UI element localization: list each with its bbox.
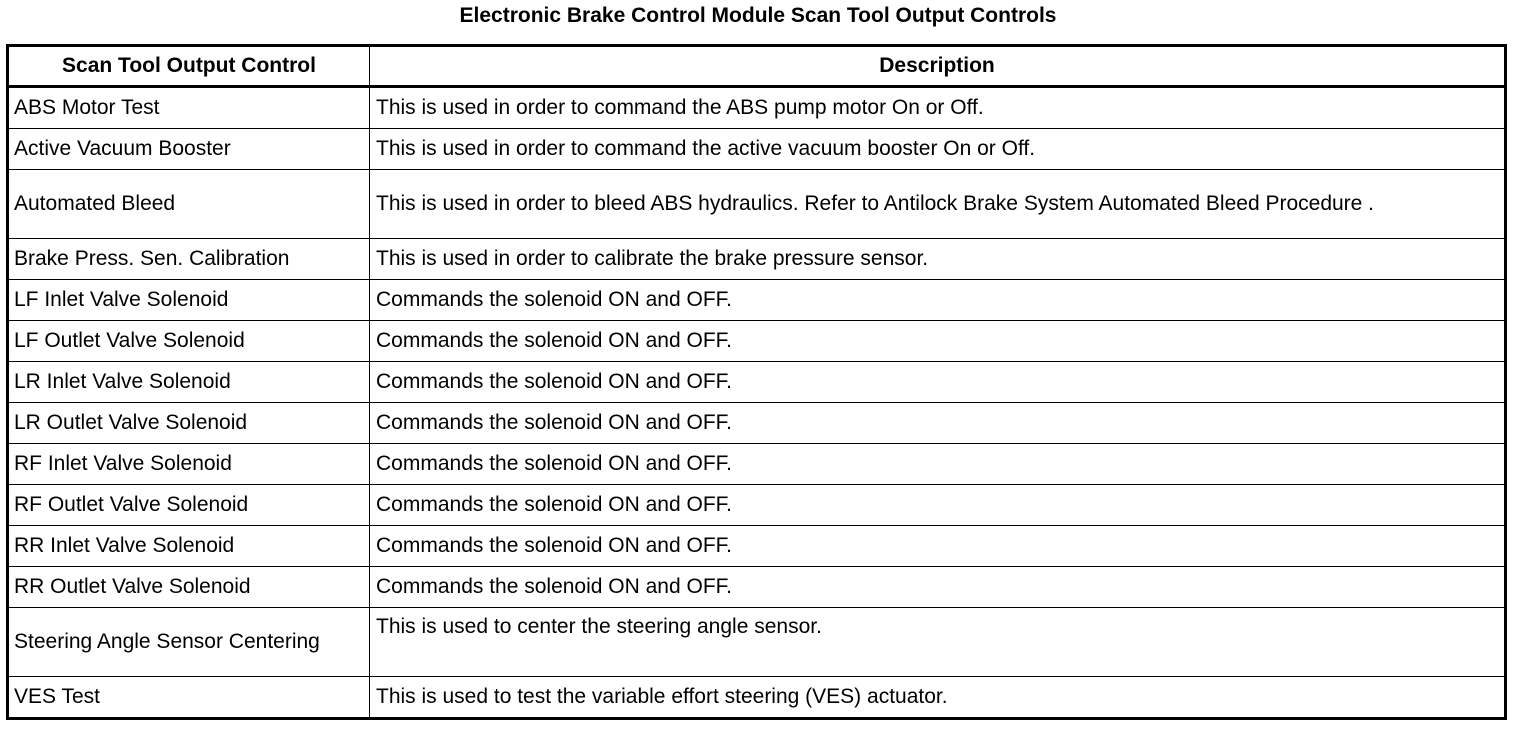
table-row	[8, 403, 1506, 444]
table-row	[8, 321, 1506, 362]
control-cell: RF Inlet Valve Solenoid	[8, 444, 370, 485]
page-title: Electronic Brake Control Module Scan Tool Output Controls	[459, 4, 1057, 27]
table-row	[8, 362, 1506, 403]
column-header-control: Scan Tool Output Control	[8, 46, 370, 87]
output-controls-table	[6, 44, 1507, 720]
control-cell: LR Outlet Valve Solenoid	[8, 403, 370, 444]
control-cell: ABS Motor Test	[8, 87, 370, 129]
table-row	[8, 129, 1506, 170]
description-cell: This is used to center the steering angle sensor.	[370, 608, 1506, 677]
description-cell: Commands the solenoid ON and OFF.	[370, 526, 1506, 567]
description-cell: This is used in order to bleed ABS hydraulics. Refer to Antilock Brake System Automated Bleed Procedure .	[370, 170, 1506, 239]
description-cell: This is used to test the variable effort steering (VES) actuator.	[370, 677, 1506, 719]
control-cell: Active Vacuum Booster	[8, 129, 370, 170]
table-row	[8, 239, 1506, 280]
description-cell: This is used in order to command the active vacuum booster On or Off.	[370, 129, 1506, 170]
control-cell: RF Outlet Valve Solenoid	[8, 485, 370, 526]
description-cell: This is used in order to calibrate the brake pressure sensor.	[370, 239, 1506, 280]
description-cell: This is used in order to command the ABS pump motor On or Off.	[370, 87, 1506, 129]
control-cell: LF Outlet Valve Solenoid	[8, 321, 370, 362]
table-row	[8, 170, 1506, 239]
table-row	[8, 677, 1506, 719]
table-header-row	[8, 46, 1506, 87]
control-cell: Automated Bleed	[8, 170, 370, 239]
description-cell: Commands the solenoid ON and OFF.	[370, 444, 1506, 485]
description-cell: Commands the solenoid ON and OFF.	[370, 321, 1506, 362]
control-cell: RR Outlet Valve Solenoid	[8, 567, 370, 608]
control-cell: VES Test	[8, 677, 370, 719]
table-row	[8, 444, 1506, 485]
table-row	[8, 280, 1506, 321]
description-cell: Commands the solenoid ON and OFF.	[370, 403, 1506, 444]
control-cell: Steering Angle Sensor Centering	[8, 608, 370, 677]
control-cell: Brake Press. Sen. Calibration	[8, 239, 370, 280]
table-row	[8, 608, 1506, 677]
description-cell: Commands the solenoid ON and OFF.	[370, 567, 1506, 608]
control-cell: LR Inlet Valve Solenoid	[8, 362, 370, 403]
control-cell: LF Inlet Valve Solenoid	[8, 280, 370, 321]
table-row	[8, 526, 1506, 567]
control-cell: RR Inlet Valve Solenoid	[8, 526, 370, 567]
table-row	[8, 567, 1506, 608]
table-row	[8, 485, 1506, 526]
description-cell: Commands the solenoid ON and OFF.	[370, 280, 1506, 321]
table-row	[8, 87, 1506, 129]
description-cell: Commands the solenoid ON and OFF.	[370, 485, 1506, 526]
description-cell: Commands the solenoid ON and OFF.	[370, 362, 1506, 403]
column-header-description: Description	[370, 46, 1506, 87]
